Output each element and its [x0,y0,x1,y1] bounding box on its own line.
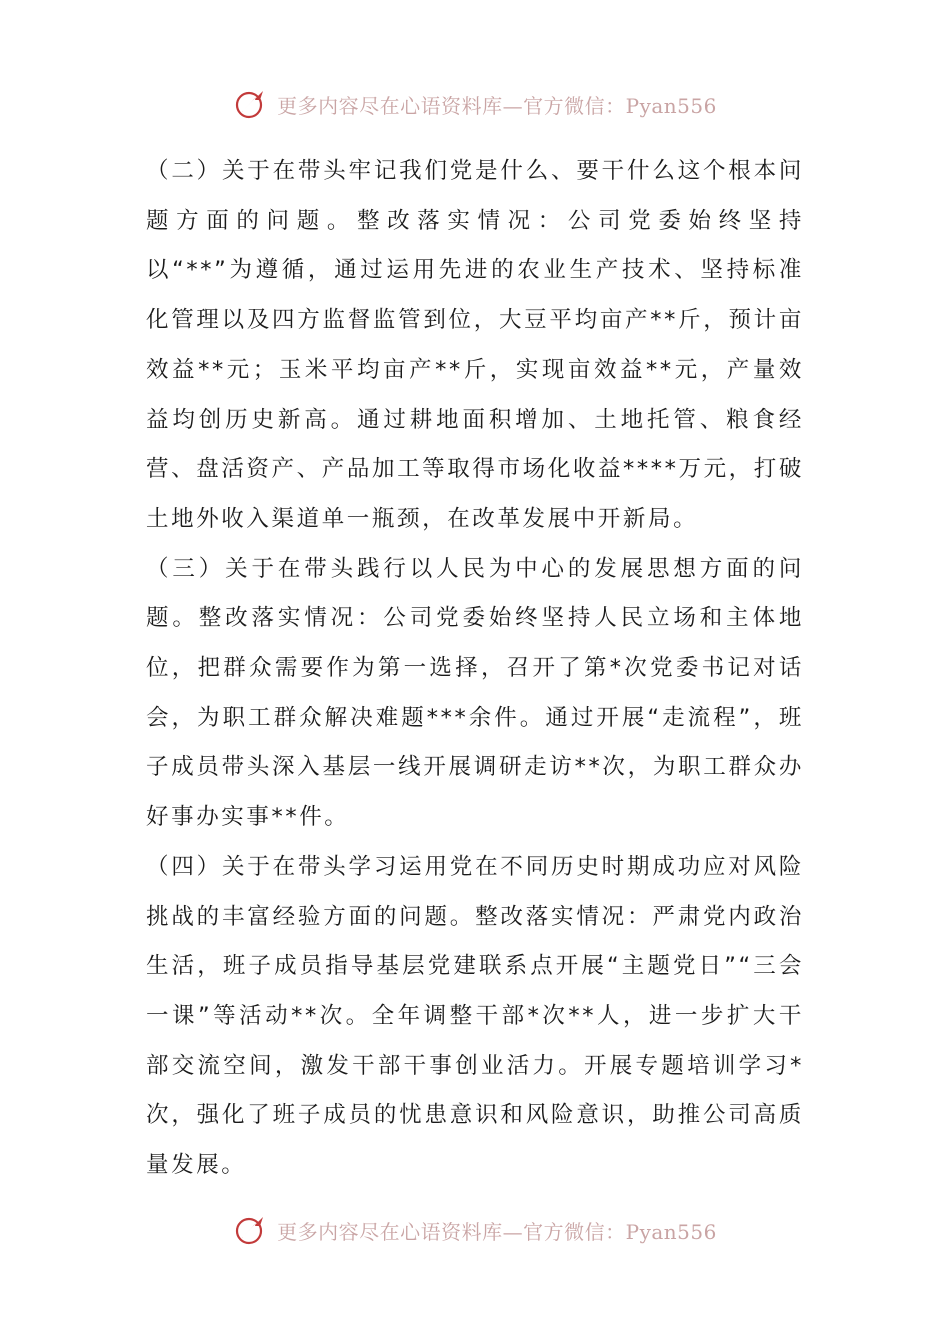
quill-logo-icon [233,1212,269,1248]
quill-logo-icon [233,86,269,122]
paragraph-3: （三）关于在带头践行以人民为中心的发展思想方面的问题。整改落实情况：公司党委始终坚持人民立场和主体地位，把群众需要作为第一选择，召开了第*次党委书记对话会，为职工群众解决难题***余件。通过开展“走流程”，班子成员带头深入基层一线开展调研走访**次，为职工群众办好事办实事**件。 [146,555,804,831]
watermark-text: 更多内容尽在心语资料库—官方微信：Pyan556 [277,93,717,118]
watermark-text: 更多内容尽在心语资料库—官方微信：Pyan556 [277,1219,717,1244]
paragraph-4: （四）关于在带头学习运用党在不同历史时期成功应对风险挑战的丰富经验方面的问题。整改落实情况：严肃党内政治生活，班子成员指导基层党建联系点开展“主题党日”“三会一课”等活动**次。全年调整干部*次**人，进一步扩大干部交流空间，激发干部干事创业活力。开展专题培训学习*次，强化了班子成员的忧患意识和风险意识，助推公司高质量发展。 [146,853,804,1179]
document-body [146,147,804,1191]
paragraph-2: （二）关于在带头牢记我们党是什么、要干什么这个根本问题方面的问题。整改落实情况：公司党委始终坚持以“**”为遵循，通过运用先进的农业生产技术、坚持标准化管理以及四方监督监管到位，大豆平均亩产**斤，预计亩效益**元；玉米平均亩产**斤，实现亩效益**元，产量效益均创历史新高。通过耕地面积增加、土地托管、粮食经营、盘活资产、产品加工等取得市场化收益****万元，打破土地外收入渠道单一瓶颈，在改革发展中开新局。 [146,158,804,532]
header-watermark [0,82,950,126]
footer-watermark [0,1208,950,1252]
